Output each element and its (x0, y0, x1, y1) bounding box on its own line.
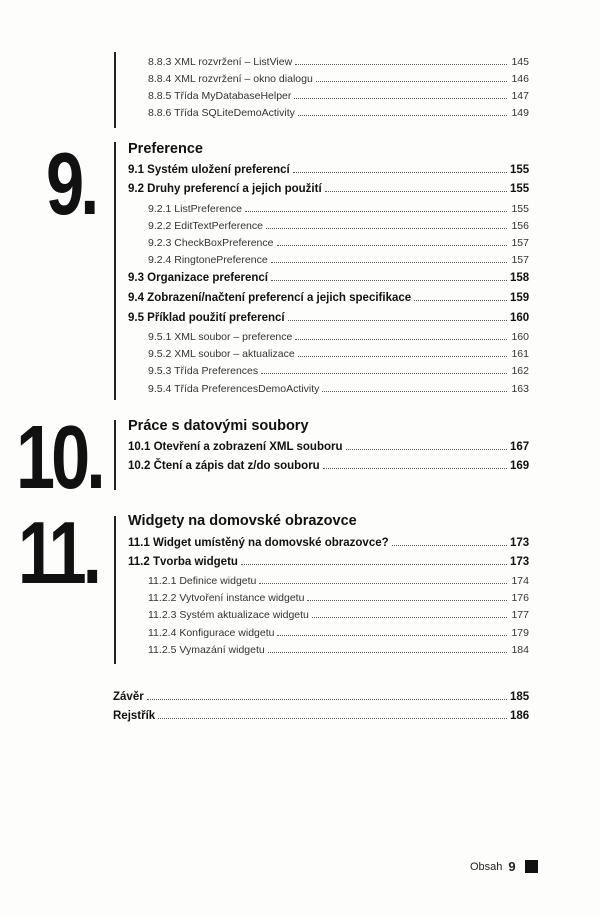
toc-entry-page: 160 (510, 312, 530, 324)
toc-entry[interactable] (148, 220, 529, 232)
chapter-title[interactable]: Widgety na domovské obrazovce (128, 513, 357, 529)
dot-leader (322, 391, 507, 392)
dot-leader (294, 98, 507, 99)
toc-entry-page: 158 (510, 272, 530, 284)
toc-entry-title: 9.2.1 ListPreference (148, 203, 242, 215)
dot-leader (295, 339, 507, 340)
toc-entry-page: 179 (511, 627, 529, 639)
dot-leader (298, 356, 507, 357)
chapter-number: 11. (18, 503, 98, 602)
toc-entry-page: 156 (511, 220, 529, 232)
toc-entry-page: 155 (511, 203, 529, 215)
toc-entry[interactable] (128, 537, 529, 549)
dot-leader (261, 373, 507, 374)
toc-entry-title: 11.2.4 Konfigurace widgetu (148, 627, 275, 639)
toc-entry[interactable] (148, 107, 529, 119)
toc-entry-title: Rejstřík (113, 710, 156, 722)
toc-entry-index[interactable] (113, 710, 529, 722)
toc-entry[interactable] (148, 383, 529, 395)
dot-leader (298, 115, 507, 116)
footer-page-number: 9 (508, 859, 516, 874)
toc-entry-page: 155 (510, 164, 530, 176)
toc-entry[interactable] (128, 460, 529, 472)
dot-leader (414, 300, 507, 301)
toc-entry-page: 145 (511, 56, 529, 68)
toc-entry[interactable] (148, 348, 529, 360)
toc-entry[interactable] (128, 441, 529, 453)
toc-entry-title: 11.2.2 Vytvoření instance widgetu (148, 592, 305, 604)
toc-entry[interactable] (148, 90, 529, 102)
chapter-title[interactable]: Preference (128, 141, 203, 157)
toc-entry-title: 9.2.2 EditTextPerference (148, 220, 263, 232)
toc-entry-page: 177 (511, 609, 529, 621)
chapter-rule (114, 420, 116, 490)
toc-entry-title: 8.8.4 XML rozvržení – okno dialogu (148, 73, 313, 85)
toc-entry-title: 8.8.6 Třída SQLiteDemoActivity (148, 107, 295, 119)
toc-entry-title: 9.5.2 XML soubor – aktualizace (148, 348, 295, 360)
toc-entry-page: 149 (511, 107, 529, 119)
chapter-rule (114, 142, 116, 400)
dot-leader (307, 600, 507, 601)
toc-entry[interactable] (148, 254, 529, 266)
toc-entry[interactable] (148, 331, 529, 343)
toc-entry[interactable] (128, 312, 529, 324)
toc-entry-page: 174 (511, 575, 529, 587)
chapter-rule (114, 516, 116, 664)
toc-entry-title: 11.2.1 Definice widgetu (148, 575, 257, 587)
page-footer (470, 859, 538, 874)
dot-leader (271, 280, 507, 281)
toc-entry[interactable] (148, 203, 529, 215)
dot-leader (295, 64, 507, 65)
toc-entry[interactable] (128, 164, 529, 176)
chapter-number: 10. (16, 408, 102, 508)
toc-entry-page: 163 (511, 383, 529, 395)
dot-leader (241, 564, 507, 565)
toc-entry-title: 9.5.4 Třída PreferencesDemoActivity (148, 383, 320, 395)
toc-entry[interactable] (148, 592, 529, 604)
dot-leader (268, 652, 507, 653)
toc-entry-title: 9.2 Druhy preferencí a jejich použití (128, 183, 322, 195)
toc-entry[interactable] (128, 556, 529, 568)
toc-entry-page: 173 (510, 556, 530, 568)
dot-leader (147, 699, 507, 700)
toc-entry-page: 147 (511, 90, 529, 102)
toc-entry[interactable] (148, 575, 529, 587)
dot-leader (271, 262, 507, 263)
toc-entry-page: 162 (511, 365, 529, 377)
toc-entry-title: 9.5 Příklad použití preferencí (128, 312, 285, 324)
toc-entry-page: 173 (510, 537, 530, 549)
toc-entry[interactable] (148, 627, 529, 639)
footer-square-mark (525, 860, 538, 873)
dot-leader (245, 211, 507, 212)
toc-entry-title: 11.2.3 Systém aktualizace widgetu (148, 609, 309, 621)
toc-entry-page: 176 (511, 592, 529, 604)
dot-leader (259, 583, 507, 584)
toc-entry-page: 169 (510, 460, 530, 472)
toc-entry-page: 160 (511, 331, 529, 343)
dot-leader (312, 617, 507, 618)
toc-entry-title: 10.2 Čtení a zápis dat z/do souboru (128, 460, 320, 472)
toc-entry-page: 186 (510, 710, 530, 722)
chapter-number: 9. (46, 134, 96, 233)
toc-entry-title: 8.8.3 XML rozvržení – ListView (148, 56, 293, 68)
toc-entry-title: 9.2.4 RingtonePreference (148, 254, 268, 266)
toc-entry-title: 8.8.5 Třída MyDatabaseHelper (148, 90, 292, 102)
dot-leader (158, 718, 507, 719)
dot-leader (325, 191, 507, 192)
toc-entry-title: Závěr (113, 691, 144, 703)
dot-leader (346, 449, 507, 450)
toc-entry[interactable] (148, 56, 529, 68)
toc-entry-title: 10.1 Otevření a zobrazení XML souboru (128, 441, 343, 453)
dot-leader (277, 635, 507, 636)
toc-entry[interactable] (128, 183, 529, 195)
toc-entry-page: 184 (511, 644, 529, 656)
toc-entry[interactable] (148, 73, 529, 85)
toc-entry[interactable] (148, 365, 529, 377)
toc-entry-title: 9.2.3 CheckBoxPreference (148, 237, 274, 249)
toc-entry[interactable] (128, 292, 529, 304)
dot-leader (323, 468, 507, 469)
toc-entry[interactable] (128, 272, 529, 284)
toc-entry-title: 9.4 Zobrazení/načtení preferencí a jejich specifikace (128, 292, 412, 304)
toc-entry-page: 167 (510, 441, 530, 453)
toc-entry-page: 146 (511, 73, 529, 85)
toc-entry-title: 11.2.5 Vymazání widgetu (148, 644, 265, 656)
toc-entry-page: 155 (510, 183, 530, 195)
toc-entry[interactable] (148, 644, 529, 656)
toc-entry-page: 161 (511, 348, 529, 360)
toc-entry-title: 9.5.3 Třída Preferences (148, 365, 259, 377)
toc-entry-title: 9.1 Systém uložení preferencí (128, 164, 290, 176)
dot-leader (392, 545, 507, 546)
toc-entry-title: 9.3 Organizace preferencí (128, 272, 268, 284)
dot-leader (288, 320, 507, 321)
toc-entry[interactable] (148, 609, 529, 621)
section-rule (114, 52, 116, 128)
toc-entry-conclusion[interactable] (113, 691, 529, 703)
toc-entry-title: 11.1 Widget umístěný na domovské obrazovce? (128, 537, 389, 549)
footer-label: Obsah (470, 860, 503, 873)
dot-leader (277, 245, 508, 246)
dot-leader (266, 228, 507, 229)
chapter-title[interactable]: Práce s datovými soubory (128, 418, 309, 434)
dot-leader (316, 81, 507, 82)
dot-leader (293, 172, 507, 173)
toc-entry[interactable] (148, 237, 529, 249)
toc-entry-title: 11.2 Tvorba widgetu (128, 556, 238, 568)
toc-entry-title: 9.5.1 XML soubor – preference (148, 331, 293, 343)
toc-entry-page: 185 (510, 691, 530, 703)
toc-entry-page: 157 (511, 237, 529, 249)
toc-entry-page: 159 (510, 292, 530, 304)
toc-entry-page: 157 (511, 254, 529, 266)
